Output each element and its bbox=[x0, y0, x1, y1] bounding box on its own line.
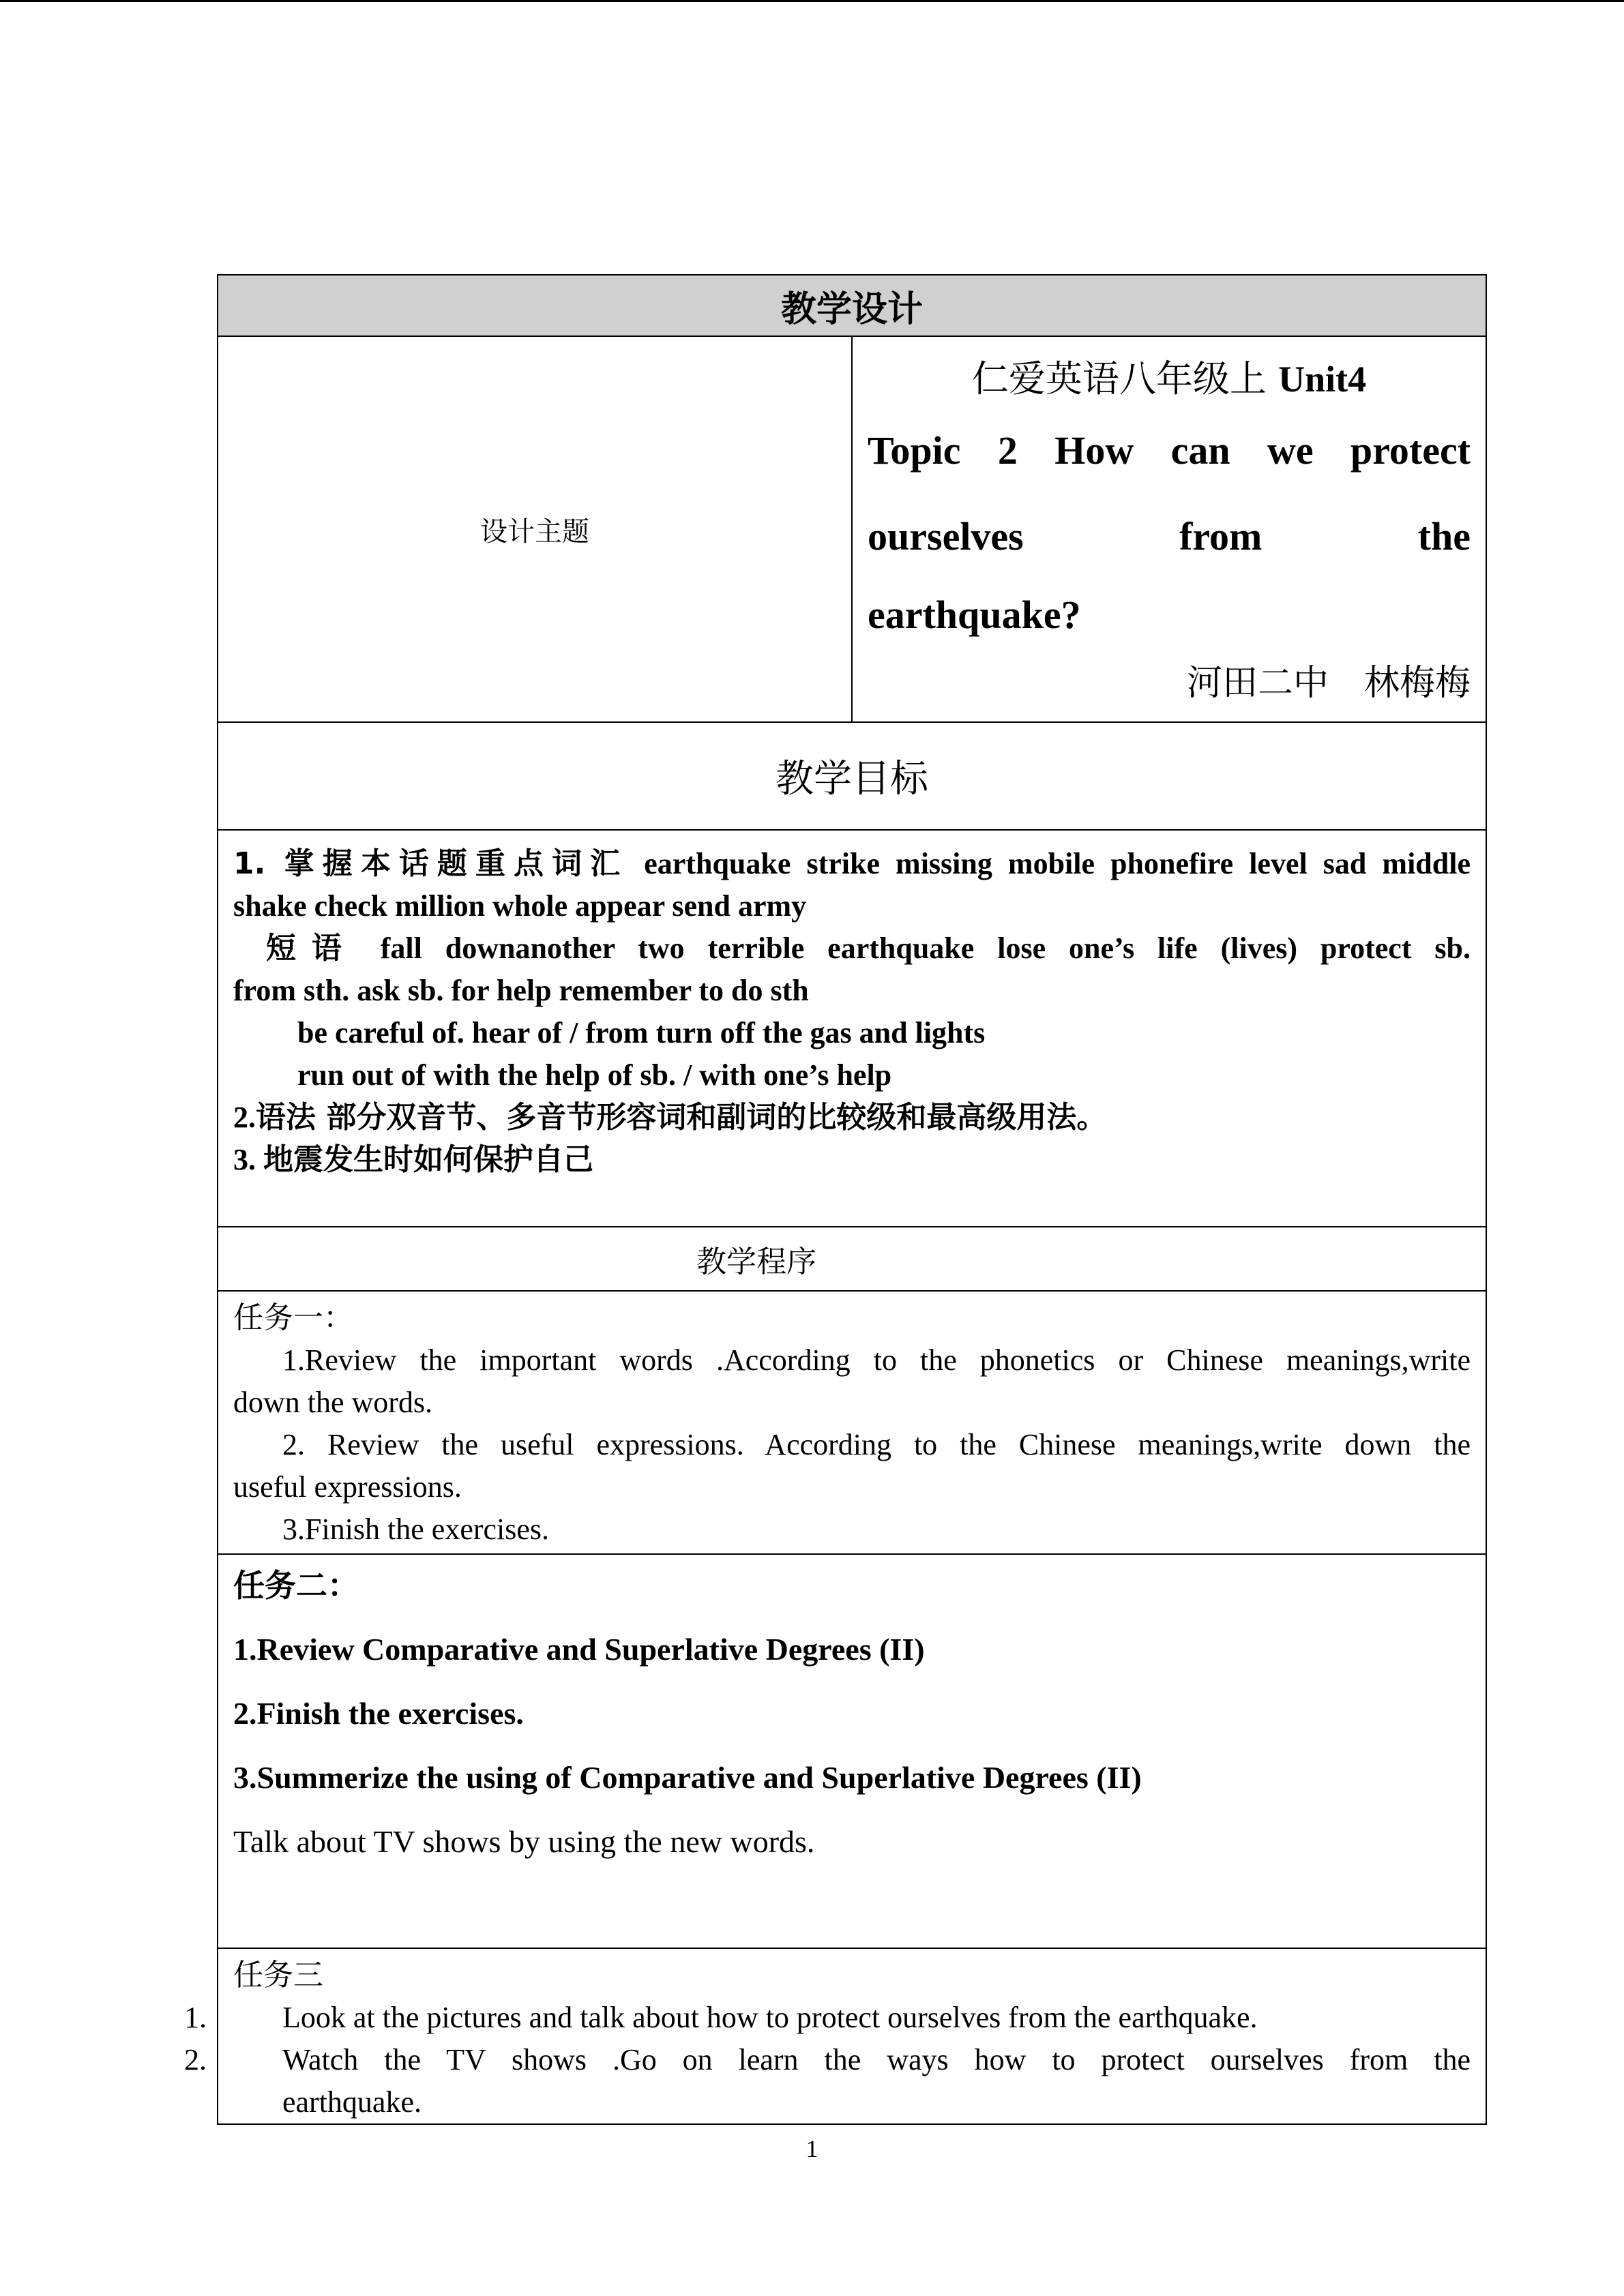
objectives-heading: 教学目标 bbox=[218, 722, 1486, 830]
task-1-step2-line1: 2. Review the useful expressions. According to the Chinese meanings,write down the bbox=[282, 1428, 1471, 1461]
task-2-step3: 3.Summerize the using of Comparative and Superlative Degrees (II) bbox=[233, 1760, 1142, 1795]
task-3-item2-line1 bbox=[184, 2039, 1471, 2081]
task-1 bbox=[218, 1291, 1486, 1554]
lesson-design-table bbox=[184, 274, 1487, 2125]
objective-2-text: 语法 部分双音节、多音节形容词和副词的比较级和最高级用法。 bbox=[256, 1100, 1107, 1135]
phrases-line1: fall downanother two terrible earthquake lose one’s life (lives) protect sb. bbox=[357, 931, 1471, 965]
table-header: 教学设计 bbox=[218, 275, 1486, 336]
objective-3 bbox=[233, 1139, 1471, 1181]
topic-title-line2: earthquake? bbox=[868, 593, 1081, 637]
design-theme-content bbox=[852, 336, 1486, 722]
objective-1-line1 bbox=[233, 843, 1471, 885]
procedure-heading bbox=[218, 1227, 1486, 1291]
design-theme-label: 设计主题 bbox=[218, 336, 852, 722]
objectives-content bbox=[218, 830, 1486, 1227]
unit-title-cn: 仁爱英语八年级上 bbox=[971, 357, 1267, 400]
author: 河田二中 林梅梅 bbox=[1186, 663, 1471, 704]
phrases-label: 短语 bbox=[266, 931, 357, 966]
procedure-heading-text: 教学程序 bbox=[696, 1244, 816, 1279]
topic-title-line1: Topic 2 How can we protect ourselves from the bbox=[868, 428, 1471, 558]
task-3-title: 任务三 bbox=[233, 1958, 323, 1993]
task-3-item2-line2: earthquake. bbox=[282, 2085, 422, 2119]
task-1-step3: 3.Finish the exercises. bbox=[282, 1512, 550, 1546]
task-1-title: 任务一： bbox=[233, 1300, 353, 1335]
unit-title bbox=[868, 352, 1471, 406]
unit-title-unit: Unit4 bbox=[1278, 359, 1367, 400]
objective-2 bbox=[233, 1097, 1471, 1139]
task-3-item1-text: Look at the pictures and talk about how to protect ourselves from the earthquake. bbox=[282, 2001, 1258, 2034]
top-border-line bbox=[0, 0, 1624, 2]
task-3-item2-number: 2. bbox=[184, 2043, 207, 2076]
task-3-item1 bbox=[184, 1997, 1471, 2039]
objective-1-line4: from sth. ask sb. for help remember to do sth bbox=[233, 974, 809, 1007]
page-number: 1 bbox=[806, 2135, 818, 2162]
task-3-item2-text: Watch the TV shows .Go on learn the ways how to protect ourselves from the bbox=[282, 2043, 1471, 2076]
task-2-note: Talk about TV shows by using the new words. bbox=[233, 1824, 815, 1859]
objective-1-line5: be careful of. hear of / from turn off the gas and lights bbox=[297, 1016, 986, 1049]
task-1-step1-line2: down the words. bbox=[233, 1386, 433, 1419]
task-1-step2-line2: useful expressions. bbox=[233, 1470, 462, 1504]
objective-2-prefix: 2. bbox=[233, 1101, 256, 1134]
objective-1-words: earthquake strike missing mobile phonefire level sad middle bbox=[628, 847, 1471, 880]
task-3 bbox=[184, 1948, 1486, 2124]
objective-1-line6: run out of with the help of sb. / with one’s help bbox=[297, 1058, 892, 1092]
objective-1-line3 bbox=[233, 927, 1471, 970]
objective-1-prefix: 1. 掌握本话题重点词汇 bbox=[233, 846, 629, 881]
objective-3-prefix: 3. bbox=[233, 1143, 263, 1176]
task-2-title: 任务二： bbox=[233, 1567, 359, 1604]
task-2-step2: 2.Finish the exercises. bbox=[233, 1696, 524, 1731]
task-2 bbox=[218, 1554, 1486, 1948]
task-2-step1: 1.Review Comparative and Superlative Degrees (II) bbox=[233, 1632, 925, 1667]
objective-3-text: 地震发生时如何保护自己 bbox=[263, 1142, 593, 1177]
task-3-item1-number: 1. bbox=[184, 2001, 207, 2034]
objective-1-line2: shake check million whole appear send army bbox=[233, 889, 807, 923]
task-1-step1-line1: 1.Review the important words .According to the phonetics or Chinese meanings,write bbox=[282, 1343, 1471, 1377]
